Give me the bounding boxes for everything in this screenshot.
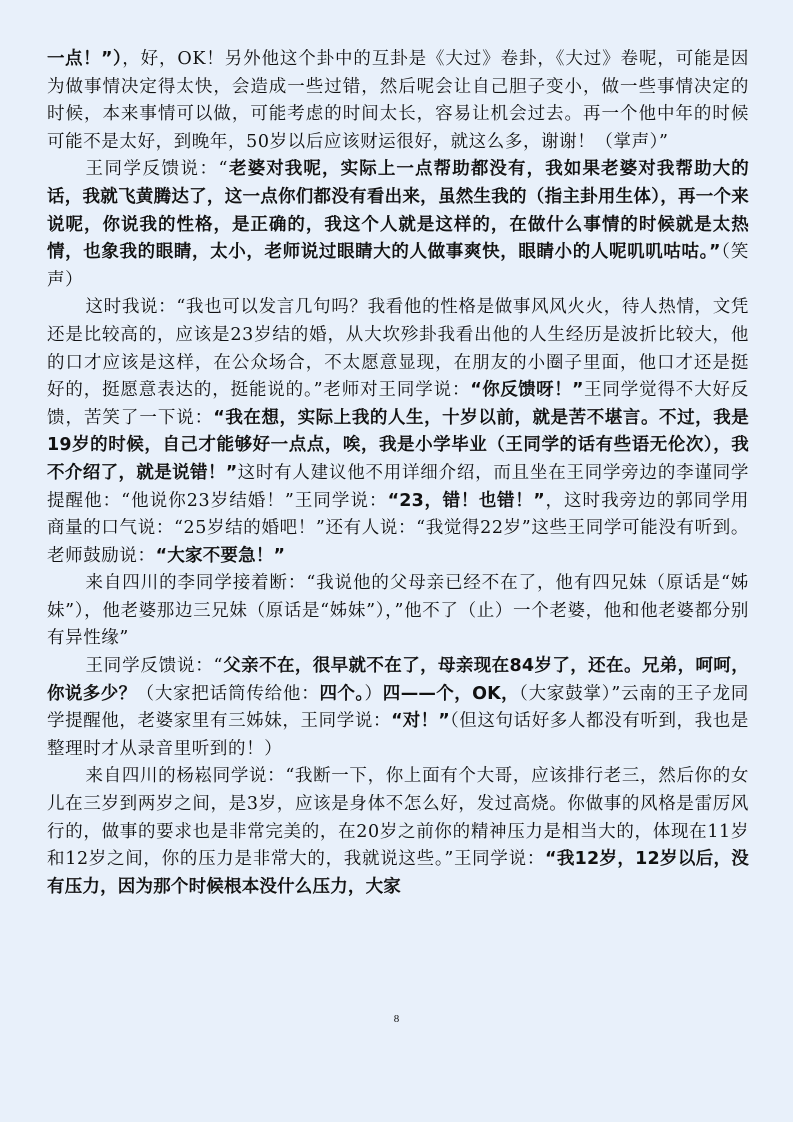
document-page [47,46,749,901]
paragraph-5 [47,653,749,763]
text-run: （笑声） [47,242,749,290]
bold-text-run: 四个。 [319,683,365,704]
bold-text-run: “我在想，实际上我的人生，十岁以前，就是苦不堪言。不过，我是19岁的时候，自己才能够好一点点，唉，我是小学毕业（王同学的话有些语无伦次），我不介绍了，就是说错！” [47,407,750,483]
bold-text-run: “对！” [391,711,450,732]
paragraph-6 [47,763,749,901]
paragraph-1 [47,46,749,156]
text-run: 王同学觉得不大好反馈，苦笑了一下说： [47,380,749,428]
text-run: 来自四川的李同学接着断：“我说他的父母亲已经不在了，他有四兄妹（原话是“姊妹”），他老婆那边三兄妹（原话是“姊妹”），”他不了（止）一个老婆，他和他老婆都分别有异性缘” [47,573,749,649]
bold-text-run: 父亲不在，很早就不在了，母亲现在84岁了，还在。兄弟，呵呵，你说多少？ [47,656,749,704]
text-run: （大家鼓掌）”云南的王子龙同学提醒他，老婆家里有三姊妹，王同学说： [47,683,750,732]
bold-text-run: 四——个，OK， [382,683,520,704]
text-run: （大家把话筒传给他： [136,683,320,704]
text-run: 王同学反馈说：“ [85,159,229,180]
text-run: 王同学反馈说：“ [85,656,224,677]
text-run: 这时我说：“我也可以发言几句吗？我看他的性格是做事风风火火，待人热情，文凭还是比较高的，应该是23岁结的婚，从大坎殄卦我看出他的人生经历是波折比较大，他的口才应该是这样，在公众场合，不太愿意显现，在朋友的小圈子里面，他口才还是挺好的，挺愿意表达的，挺能说的。”老师对王同学说： [47,297,749,401]
bold-text-run: “23，错！也错！” [387,490,546,511]
text-run: ，这时我旁边的郭同学用商量的口气说：“25岁结的婚吧！”还有人说：“我觉得22岁”这些王同学可能没有听到。老师鼓励说： [47,490,749,566]
text-run: （但这句话好多人都没有听到，我也是整理时才从录音里听到的！） [47,711,749,759]
paragraph-3 [47,294,749,570]
paragraph-4 [47,570,749,653]
text-run: ） [364,683,383,704]
paragraph-2 [47,156,749,294]
bold-text-run: “大家不要急！” [155,545,286,566]
bold-text-run: “你反馈呀！” [470,380,584,401]
bold-text-run: “我12岁，12岁以后，没有压力，因为那个时候根本没什么压力，大家 [47,849,749,897]
bold-text-run: 一点！”） [47,49,123,69]
page-number: 8 [393,1013,400,1025]
bold-text-run: 老婆对我呢，实际上一点帮助都没有，我如果老婆对我帮助大的话，我就飞黄腾达了，这一点你们都没有看出来，虽然生我的（指主卦用生体），再一个来说呢，你说我的性格，是正确的，我这个人就是这样的，在做什么事情的时候就是太热情，也象我的眼睛，太小，老师说过眼睛大的人做事爽快，眼睛小的人呢叽叽咕咕。” [47,159,749,263]
text-run: 来自四川的杨崧同学说：“我断一下，你上面有个大哥，应该排行老三，然后你的女儿在三岁到两岁之间，是3岁，应该是身体不怎么好，发过高烧。你做事的风格是雷厉风行的，做事的要求也是非常完美的，在20岁之前你的精神压力是相当大的，体现在11岁和12岁之间，你的压力是非常大的，我就说这些。”王同学说： [47,766,749,870]
text-run: ，好，OK！另外他这个卦中的互卦是《大过》卷卦，《大过》卷呢，可能是因为做事情决定得太快，会造成一些过错，然后呢会让自己胆子变小，做一些事情决定的时候，本来事情可以做，可能考虑的时间太长，容易让机会过去。再一个他中年的时候可能不是太好，到晚年，50岁以后应该财运很好，就这么多，谢谢！（掌声）” [47,49,749,152]
text-run: 这时有人建议他不用详细介绍，而且坐在王同学旁边的李谨同学提醒他：“他说你23岁结婚！”王同学说： [47,462,749,511]
